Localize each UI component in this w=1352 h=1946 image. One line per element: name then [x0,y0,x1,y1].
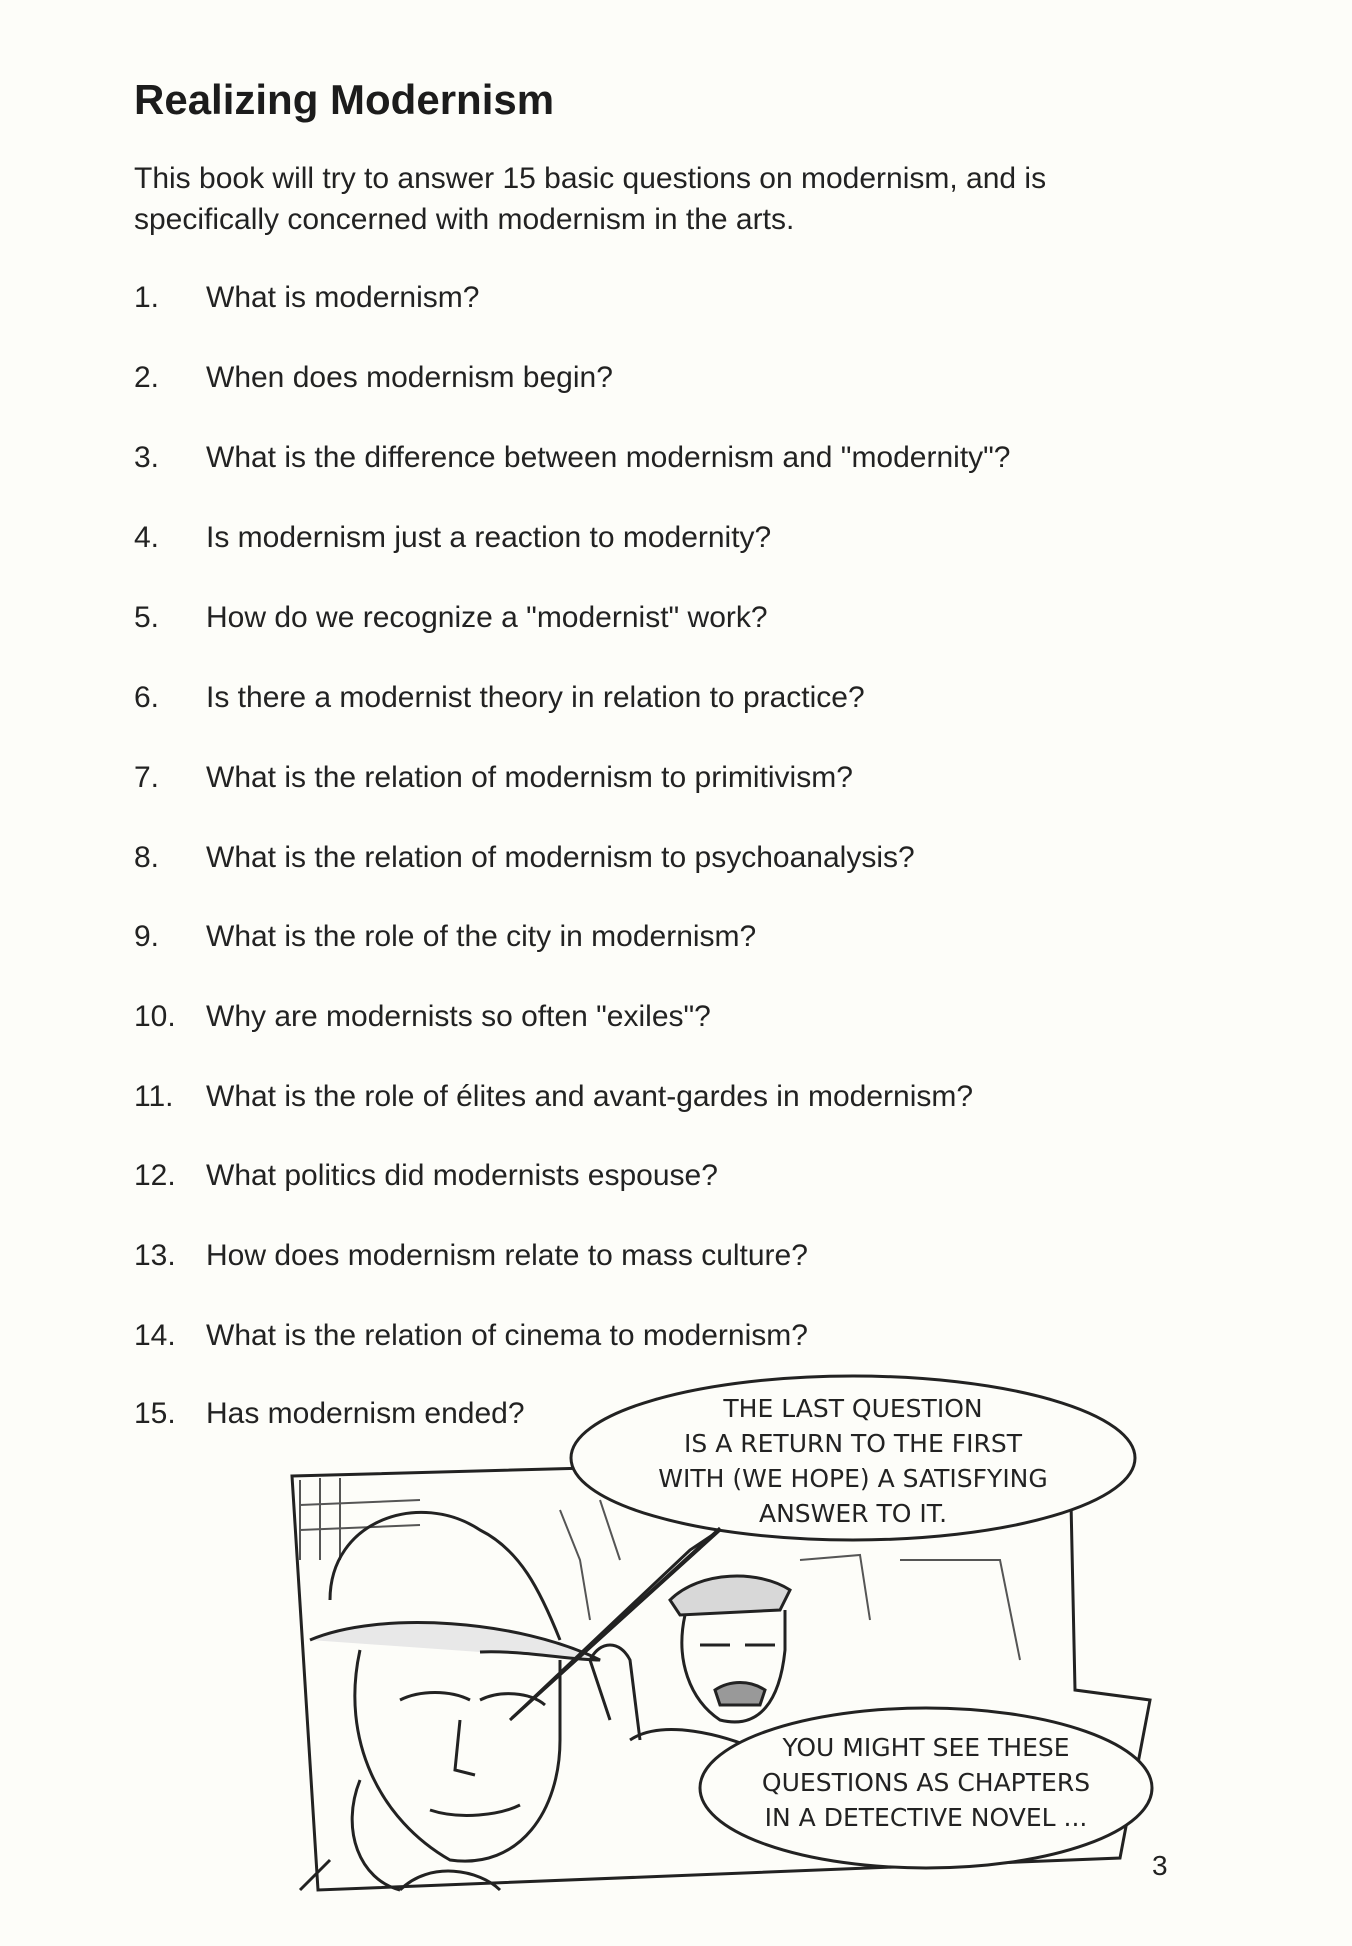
question-text: How do we recognize a "modernist" work? [206,601,768,634]
speech-bubble-bottom-text: YOU MIGHT SEE THESE QUESTIONS AS CHAPTERS IN A DETECTIVE NOVEL ... [761,1733,1091,1832]
question-number: 7. [134,761,160,794]
question-text: What is the relation of modernism to primitivism? [206,761,853,794]
question-number: 13. [134,1239,176,1272]
question-number: 2. [134,361,160,394]
question-text: Is modernism just a reaction to modernity? [206,521,772,554]
question-text: What is the relation of cinema to modernism? [206,1319,808,1352]
question-text: What is the relation of modernism to psychoanalysis? [206,841,915,874]
question-number: 11. [134,1080,174,1113]
question-text: When does modernism begin? [206,361,613,394]
question-text: What is the role of the city in modernism? [206,920,757,953]
page-title: Realizing Modernism [134,76,555,123]
question-text: What is the role of élites and avant-gardes in modernism? [206,1080,974,1113]
question-text: Why are modernists so often "exiles"? [206,1000,711,1033]
question-number: 10. [134,1000,176,1033]
question-number: 14. [134,1319,176,1352]
question-text: How does modernism relate to mass culture? [206,1239,808,1272]
question-number: 9. [134,920,160,953]
detective-figure [300,1512,600,1890]
question-text: What is the difference between modernism and "modernity"? [206,441,1011,474]
intro-paragraph: This book will try to answer 15 basic questions on modernism, and is specifically concerned with modernism in the arts. [134,162,1047,236]
question-number: 8. [134,841,160,874]
question-text: Has modernism ended? [206,1397,525,1430]
question-text: What is modernism? [206,281,480,314]
question-number: 6. [134,681,160,714]
question-number: 12. [134,1159,176,1192]
question-number: 5. [134,601,160,634]
question-text: Is there a modernist theory in relation to practice? [206,681,865,714]
question-number: 3. [134,441,160,474]
page-number: 3 [1152,1850,1168,1881]
question-number: 4. [134,521,160,554]
question-number: 15. [134,1397,176,1430]
question-text: What politics did modernists espouse? [206,1159,718,1192]
question-number: 1. [134,281,160,314]
speech-bubble-top-text: THE LAST QUESTION IS A RETURN TO THE FIRST WITH (WE HOPE) A SATISFYING ANSWER TO IT. [658,1394,1048,1528]
